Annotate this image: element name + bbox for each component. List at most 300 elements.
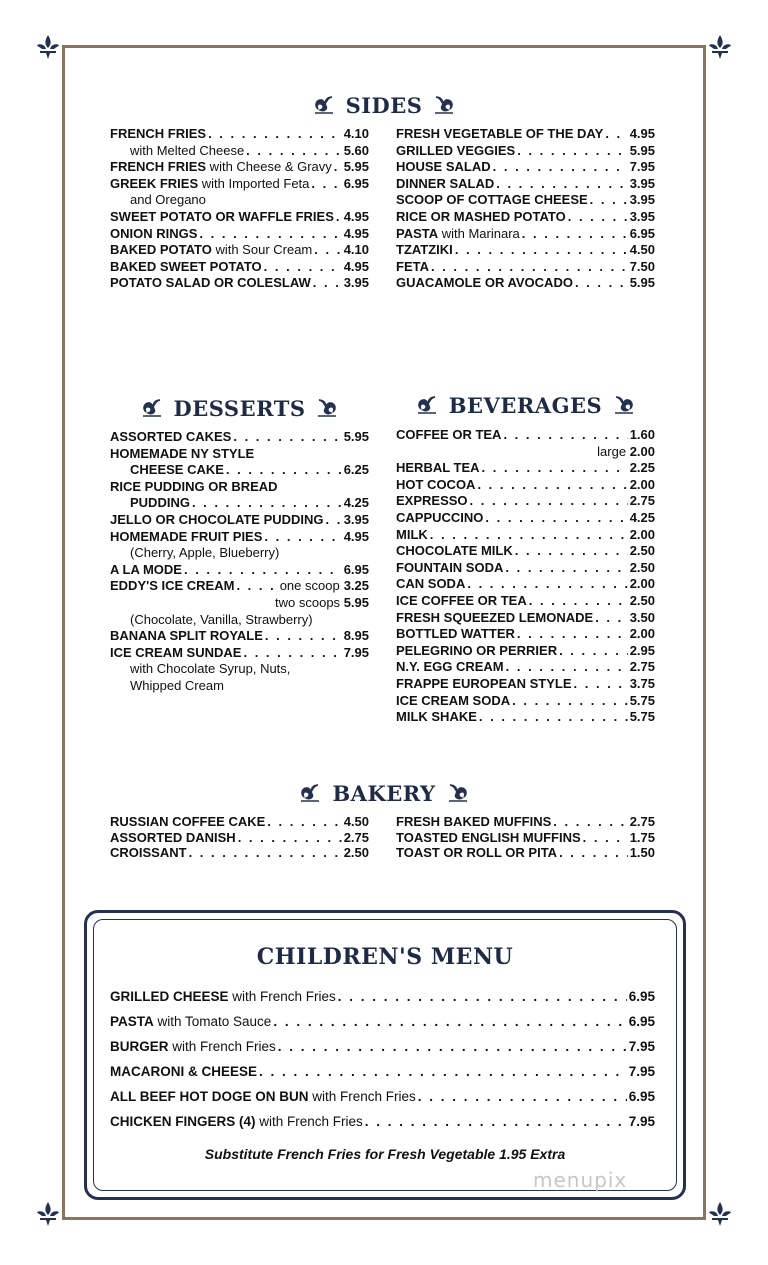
menu-item-description: with Imported Feta — [198, 175, 310, 191]
menu-item-title: ASSORTED CAKES — [110, 429, 232, 444]
menu-item — [110, 578, 369, 595]
leader-dots — [496, 176, 627, 193]
menu-item-title: HOUSE SALAD — [396, 159, 491, 175]
menu-price: 6.95 — [343, 175, 369, 191]
menu-item-name — [110, 126, 206, 143]
menu-item-title: N.Y. EGG CREAM — [396, 659, 504, 675]
leader-dots — [233, 429, 341, 446]
leader-dots — [278, 1034, 627, 1059]
menu-item-title: GRILLED CHEESE — [110, 989, 229, 1004]
menu-item-name — [110, 628, 263, 645]
menu-item — [396, 242, 655, 259]
watermark: menupix — [533, 1168, 628, 1192]
menu-item-title: MACARONI & CHEESE — [110, 1064, 258, 1079]
menu-item-name — [110, 1059, 257, 1084]
menu-item-title: TOAST OR ROLL OR PITA — [396, 845, 558, 860]
desserts-heading — [110, 393, 369, 423]
menu-price: 4.95 — [343, 225, 369, 241]
leader-dots — [259, 1059, 627, 1084]
menu-item-name — [396, 143, 515, 160]
menu-item-title: SCOOP OF COTTAGE CHEESE — [396, 192, 588, 208]
menu-item-description: with French Fries — [228, 989, 336, 1004]
menu-price: 4.25 — [343, 495, 369, 511]
menu-note: (Chocolate, Vanilla, Strawberry) — [130, 611, 313, 627]
menu-item-title: FRESH SQUEEZED LEMONADE — [396, 609, 594, 625]
menu-price: 5.75 — [629, 692, 655, 708]
menu-price: 2.50 — [629, 559, 655, 575]
leader-dots — [314, 242, 341, 259]
menu-item-title: POTATO SALAD OR COLESLAW — [110, 275, 311, 291]
menu-item-description: one scoop — [279, 578, 340, 594]
menu-item — [396, 143, 655, 160]
leader-dots — [265, 628, 342, 645]
sides-left-list — [110, 126, 369, 292]
menu-item-name — [110, 984, 336, 1009]
menu-item-name — [396, 527, 428, 544]
menu-price: 7.50 — [629, 258, 655, 274]
menu-item-title: PELEGRINO OR PERRIER — [396, 642, 558, 658]
menu-item — [396, 226, 655, 243]
flourish-icon — [415, 394, 439, 416]
menu-price: 4.50 — [343, 814, 369, 829]
flourish-icon — [315, 397, 339, 419]
menu-note-row — [110, 612, 369, 629]
menu-item — [110, 814, 369, 830]
menu-item-title: MILK SHAKE — [396, 709, 477, 725]
menu-item-title: BANANA SPLIT ROYALE — [110, 628, 263, 644]
leader-dots — [515, 543, 628, 560]
menu-item — [396, 643, 655, 660]
menu-item-title: RUSSIAN COFFEE CAKE — [110, 814, 266, 829]
menu-price: 4.50 — [629, 242, 655, 258]
menu-item-name — [396, 493, 468, 510]
menu-item — [110, 1034, 655, 1059]
menu-item — [396, 159, 655, 176]
menu-item-name — [396, 543, 513, 560]
menu-item-name — [396, 814, 551, 830]
leader-dots — [522, 226, 628, 243]
childrens-menu-box — [84, 910, 686, 1200]
menu-price: 4.95 — [629, 126, 655, 141]
menu-item-title: HOMEMADE NY STYLE — [110, 445, 255, 461]
leader-dots — [189, 845, 342, 861]
menu-item-title: GUACAMOLE OR AVOCADO — [396, 275, 573, 291]
menu-item-name — [110, 645, 241, 662]
menu-item — [110, 242, 369, 259]
leader-dots — [517, 626, 628, 643]
menu-item-name — [110, 1084, 416, 1109]
fleur-de-lis-icon — [34, 33, 62, 61]
menu-item — [110, 1059, 655, 1084]
menu-item — [396, 610, 655, 627]
leader-dots — [238, 830, 342, 846]
menu-item-description: with Marinara — [438, 225, 520, 241]
leader-dots — [264, 259, 342, 276]
menu-note-row — [110, 192, 369, 209]
menu-item-title: TOASTED ENGLISH MUFFINS — [396, 829, 581, 845]
menu-item — [110, 226, 369, 243]
menu-item-name — [396, 477, 475, 494]
menu-item — [110, 259, 369, 276]
leader-dots — [485, 510, 627, 527]
leader-dots — [559, 643, 628, 660]
menu-note-row — [110, 661, 369, 678]
menu-item-name — [396, 510, 483, 527]
leader-dots — [568, 209, 628, 226]
leader-dots — [199, 226, 341, 243]
menu-item-name — [110, 495, 190, 512]
leader-dots — [431, 259, 628, 276]
menu-price: 6.25 — [343, 462, 369, 478]
menu-item — [110, 429, 369, 446]
menu-item-name — [396, 209, 566, 226]
menu-item — [396, 460, 655, 477]
menu-item-description: with Sour Cream — [211, 242, 313, 258]
menu-item-name — [110, 1034, 276, 1059]
menu-item-name — [396, 242, 453, 259]
menu-item — [396, 626, 655, 643]
menu-note: with Melted Cheese — [130, 142, 245, 158]
menu-item-name — [396, 693, 510, 710]
menu-price: 6.95 — [628, 1014, 655, 1029]
menu-item — [110, 1084, 655, 1109]
leader-dots — [559, 845, 628, 861]
desserts-list — [110, 429, 369, 695]
menu-price: 2.75 — [343, 829, 369, 845]
menu-item — [396, 676, 655, 693]
flourish-icon — [140, 397, 164, 419]
menu-price: 6.95 — [628, 989, 655, 1004]
leader-dots — [365, 1109, 627, 1134]
menu-item — [396, 510, 655, 527]
menu-price: 2.75 — [629, 659, 655, 675]
menu-price: 4.25 — [629, 509, 655, 525]
menu-item-name — [110, 446, 254, 463]
flourish-icon — [298, 782, 322, 804]
menu-item — [110, 830, 369, 846]
bakery-title: BAKERY — [332, 780, 436, 806]
menu-extra-price-label: large — [597, 443, 627, 459]
menu-item — [110, 645, 369, 662]
leader-dots — [595, 610, 628, 627]
menu-item-name — [396, 560, 503, 577]
menu-item-title: ICE COFFEE OR TEA — [396, 592, 527, 608]
menu-item — [110, 512, 369, 529]
menu-extra-price-row — [110, 595, 369, 612]
bakery-right-list — [396, 814, 655, 861]
menu-price: 7.95 — [343, 644, 369, 660]
menu-note-row — [110, 678, 369, 695]
menu-item-title: TZATZIKI — [396, 242, 453, 258]
menu-item-title: RICE OR MASHED POTATO — [396, 208, 566, 224]
leader-dots — [529, 593, 628, 610]
menu-price: 6.95 — [629, 225, 655, 241]
menu-item — [396, 126, 655, 143]
menu-price: 3.95 — [629, 175, 655, 191]
menu-price: 7.95 — [628, 1039, 655, 1054]
menu-item — [110, 1109, 655, 1134]
menu-item-name — [110, 429, 231, 446]
menu-item-name — [110, 242, 312, 259]
leader-dots — [506, 659, 628, 676]
leader-dots — [418, 1084, 627, 1109]
menu-item — [396, 493, 655, 510]
menu-item — [110, 176, 369, 193]
menu-price: 2.50 — [343, 845, 369, 860]
menu-item-name — [110, 814, 265, 830]
leader-dots — [470, 493, 628, 510]
menu-item — [396, 814, 655, 830]
menu-item-name — [396, 126, 603, 143]
menu-price: 3.95 — [629, 192, 655, 208]
menu-item-title: BURGER — [110, 1039, 169, 1054]
menu-item-description: with French Fries — [168, 1039, 276, 1054]
leader-dots — [334, 159, 342, 176]
menu-item-title: ICE CREAM SUNDAE — [110, 644, 242, 660]
menu-item-name — [396, 709, 477, 726]
menu-item-title: EDDY'S ICE CREAM — [110, 578, 235, 594]
menu-item-title: PASTA — [396, 225, 439, 241]
menu-item-title: ICE CREAM SODA — [396, 692, 511, 708]
menu-item — [396, 427, 655, 444]
leader-dots — [326, 512, 342, 529]
menu-item — [110, 845, 369, 861]
menu-item-name — [110, 1009, 271, 1034]
menu-item-title: PASTA — [110, 1014, 154, 1029]
leader-dots — [482, 460, 628, 477]
leader-dots — [246, 143, 342, 160]
menu-item — [110, 628, 369, 645]
menu-price: 2.50 — [629, 592, 655, 608]
leader-dots — [583, 830, 628, 846]
menu-price: 5.95 — [343, 429, 369, 444]
menu-item — [396, 176, 655, 193]
menu-item — [396, 192, 655, 209]
menu-item-name — [396, 576, 465, 593]
menu-note-row — [110, 545, 369, 562]
menu-item-title: FRENCH FRIES — [110, 159, 207, 175]
menu-item-title: HOT COCOA — [396, 476, 476, 492]
menu-item — [396, 830, 655, 846]
menu-item-name — [396, 845, 557, 861]
menu-price: 2.00 — [629, 626, 655, 642]
menu-item-name — [396, 593, 527, 610]
menu-item-description: with Cheese & Gravy — [206, 159, 332, 175]
bakery-heading — [0, 778, 768, 808]
menu-price: 5.95 — [343, 594, 369, 610]
menu-item-name — [110, 562, 182, 579]
menu-item-name — [110, 512, 324, 529]
leader-dots — [517, 143, 628, 160]
flourish-icon — [446, 782, 470, 804]
menu-price: 8.95 — [343, 628, 369, 644]
menu-item-title: CAPPUCCINO — [396, 509, 484, 525]
menu-price: 7.95 — [628, 1064, 655, 1079]
leader-dots — [503, 427, 627, 444]
menu-note: and Oregano — [130, 192, 206, 208]
menu-item-title: FRENCH FRIES — [110, 126, 207, 141]
leader-dots — [313, 275, 342, 292]
menu-item — [110, 495, 369, 512]
menu-item — [110, 462, 369, 479]
menu-item-title: CHICKEN FINGERS (4) — [110, 1114, 256, 1129]
leader-dots — [605, 126, 627, 143]
menu-item-title: ONION RINGS — [110, 225, 198, 241]
leader-dots — [338, 984, 627, 1009]
menu-item-title: BOTTLED WATTER — [396, 626, 515, 642]
menu-item — [110, 562, 369, 579]
beverages-heading — [396, 390, 655, 420]
menu-item-name — [110, 462, 224, 479]
leader-dots — [336, 209, 342, 226]
menu-item-title: FETA — [396, 258, 429, 274]
menu-price: 3.25 — [343, 578, 369, 594]
menu-price: 2.25 — [629, 460, 655, 476]
leader-dots — [479, 709, 628, 726]
beverages-list — [396, 427, 655, 726]
menu-note: with Chocolate Syrup, Nuts, — [130, 661, 291, 677]
menu-extra-price-label: two scoops — [275, 594, 341, 610]
leader-dots — [430, 527, 628, 544]
menu-price: 2.50 — [629, 543, 655, 559]
menu-price: 5.75 — [629, 709, 655, 725]
menu-item — [396, 543, 655, 560]
menu-item-name — [110, 830, 236, 846]
menu-price: 4.95 — [343, 528, 369, 544]
menu-price: 2.00 — [629, 576, 655, 592]
menu-price: 1.50 — [629, 845, 655, 860]
menu-item-name — [396, 275, 573, 292]
leader-dots — [505, 560, 627, 577]
beverages-title: BEVERAGES — [448, 392, 603, 418]
menu-item-title: EXPRESSO — [396, 493, 468, 509]
menu-item-description: with Tomato Sauce — [153, 1014, 272, 1029]
menu-item-name — [110, 845, 187, 861]
menu-item-name — [396, 676, 572, 693]
menu-item-title: FOUNTAIN SODA — [396, 559, 504, 575]
menu-item-name — [396, 259, 429, 276]
menu-item — [110, 446, 369, 463]
flourish-icon — [312, 94, 336, 116]
fleur-de-lis-icon — [706, 1200, 734, 1228]
menu-item-title: FRESH VEGETABLE OF THE DAY — [396, 126, 604, 141]
menu-price: 7.95 — [628, 1114, 655, 1129]
leader-dots — [477, 477, 627, 494]
menu-item — [396, 593, 655, 610]
menu-item-title: A LA MODE — [110, 561, 182, 577]
leader-dots — [455, 242, 628, 259]
menu-price: 5.60 — [343, 142, 369, 158]
menu-item-title: CHOCOLATE MILK — [396, 543, 513, 559]
menu-price: 1.60 — [629, 427, 655, 442]
menu-price: 2.95 — [629, 642, 655, 658]
menu-price: 3.95 — [343, 275, 369, 291]
childrens-heading — [87, 941, 683, 973]
menu-item-name — [110, 578, 234, 595]
menu-item — [110, 126, 369, 143]
menu-item-name — [110, 259, 262, 276]
leader-dots — [226, 462, 342, 479]
menu-item-title: MILK — [396, 526, 428, 542]
menu-price: 2.00 — [629, 476, 655, 492]
menu-item-name — [396, 192, 588, 209]
leader-dots — [590, 192, 628, 209]
leader-dots — [575, 275, 628, 292]
menu-item-name — [110, 209, 334, 226]
leader-dots — [493, 159, 628, 176]
menu-item-title: BAKED SWEET POTATO — [110, 258, 262, 274]
leader-dots — [512, 693, 628, 710]
menu-price: 5.95 — [629, 142, 655, 158]
leader-dots — [273, 1009, 626, 1034]
menu-item-name — [110, 176, 309, 193]
menu-item-title: SWEET POTATO OR WAFFLE FRIES — [110, 208, 334, 224]
menu-price: 3.95 — [629, 208, 655, 224]
menu-item-title: JELLO OR CHOCOLATE PUDDING — [110, 511, 324, 527]
menu-item-name — [396, 659, 504, 676]
menu-item-title: CHEESE CAKE — [130, 462, 224, 478]
substitution-note: Substitute French Fries for Fresh Vegetable 1.95 Extra — [204, 1146, 566, 1162]
menu-note: Whipped Cream — [130, 677, 224, 693]
menu-price: 3.95 — [343, 511, 369, 527]
menu-item-name — [396, 427, 501, 444]
menu-item — [110, 159, 369, 176]
menu-item-title: HERBAL TEA — [396, 460, 480, 476]
leader-dots — [553, 814, 627, 830]
leader-dots — [192, 495, 342, 512]
menu-price: 4.95 — [343, 208, 369, 224]
menu-item-name — [110, 226, 197, 243]
menu-item — [396, 527, 655, 544]
menu-item-name — [110, 275, 311, 292]
menu-price: 7.95 — [629, 159, 655, 175]
menu-item — [110, 984, 655, 1009]
childrens-title: CHILDREN'S MENU — [256, 944, 514, 970]
menu-item — [110, 1009, 655, 1034]
sides-right-list — [396, 126, 655, 292]
menu-item-title: FRAPPE EUROPEAN STYLE — [396, 675, 572, 691]
menu-item-description: with French Fries — [255, 1114, 363, 1129]
menu-item — [396, 709, 655, 726]
desserts-title: DESSERTS — [173, 395, 306, 421]
flourish-icon — [432, 94, 456, 116]
menu-item — [396, 659, 655, 676]
menu-item-title: ASSORTED DANISH — [110, 829, 236, 845]
menu-price: 4.95 — [343, 258, 369, 274]
leader-dots — [236, 578, 277, 595]
menu-item-title: ALL BEEF HOT DOGE ON BUN — [110, 1089, 309, 1104]
fleur-de-lis-icon — [706, 33, 734, 61]
leader-dots — [267, 814, 341, 830]
menu-item — [396, 576, 655, 593]
menu-item-name — [110, 159, 332, 176]
menu-item-title: RICE PUDDING OR BREAD — [110, 478, 278, 494]
flourish-icon — [612, 394, 636, 416]
leader-dots — [184, 562, 342, 579]
childrens-list — [110, 984, 655, 1134]
menu-item-name — [396, 226, 520, 243]
menu-item — [396, 275, 655, 292]
menu-item-name — [110, 1109, 363, 1134]
menu-item-title: HOMEMADE FRUIT PIES — [110, 528, 263, 544]
menu-price: 2.00 — [629, 443, 655, 459]
sides-title: SIDES — [345, 92, 423, 118]
menu-price: 6.95 — [628, 1089, 655, 1104]
menu-price: 2.00 — [629, 526, 655, 542]
menu-item — [110, 529, 369, 546]
menu-item-title: CAN SODA — [396, 576, 466, 592]
menu-item-title: COFFEE OR TEA — [396, 427, 502, 442]
